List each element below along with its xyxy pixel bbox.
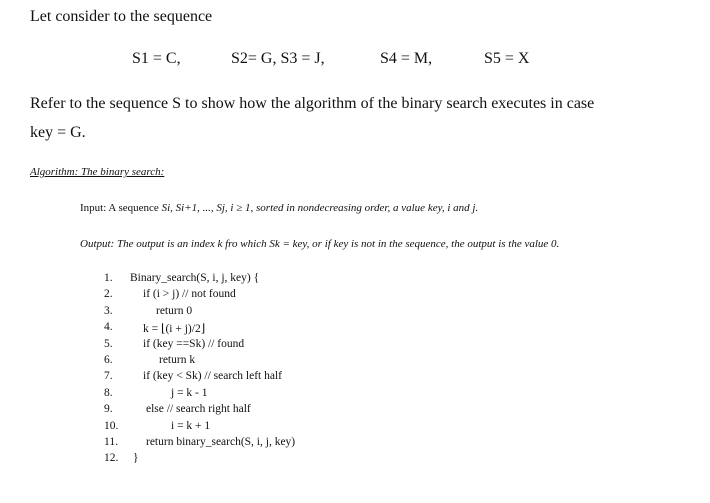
task-line-1: Refer to the sequence S to show how the algorithm of the binary search executes in case <box>30 95 595 112</box>
input-terms: Si, Si+1, ..., Sj, i ≥ 1, sorted in nondecreasing order, a value key, i and j. <box>161 202 479 214</box>
sequence-s2-s3: S2= G, S3 = J, <box>231 50 325 67</box>
code-line-number: 4. <box>104 321 113 334</box>
code-line-text: else // search right half <box>146 403 251 416</box>
code-line-number: 6. <box>104 354 113 366</box>
task-line-2: key = G. <box>30 124 86 141</box>
code-line-text: i = k + 1 <box>171 419 211 432</box>
code-line-number: 12. <box>104 452 119 465</box>
code-line-text: } <box>133 452 139 465</box>
code-line-number: 9. <box>104 403 113 416</box>
code-line-number: 11. <box>104 436 118 448</box>
sequence-s5: S5 = X <box>484 50 530 67</box>
code-line-text: k = ⌊(i + j)/2⌋ <box>143 323 206 336</box>
code-line-number: 10. <box>104 419 119 432</box>
algorithm-title: Algorithm: The binary search: <box>30 166 165 178</box>
code-line-number: 8. <box>104 386 113 399</box>
input-label: Input: A sequence <box>80 202 162 214</box>
code-line-text: if (key < Sk) // search left half <box>143 370 283 383</box>
output-line: Output: The output is an index k fro which Sk = key, or if key is not in the sequence, the output is the value 0. <box>80 238 560 250</box>
code-line-number: 3. <box>104 304 113 317</box>
sequence-s1: S1 = C, <box>132 50 181 67</box>
sequence-s4: S4 = M, <box>380 50 433 67</box>
code-line-text: if (i > j) // not found <box>143 288 236 301</box>
code-line-text: return 0 <box>156 304 193 317</box>
code-line-text: return binary_search(S, i, j, key) <box>146 436 296 448</box>
intro-text: Let consider to the sequence <box>30 8 213 25</box>
code-line-number: 7. <box>104 370 113 383</box>
code-line-number: 5. <box>104 337 113 350</box>
code-line-number: 2. <box>104 288 113 301</box>
input-line <box>80 202 478 214</box>
code-line-number: 1. <box>104 272 113 284</box>
code-line-text: j = k - 1 <box>171 386 208 399</box>
code-line-text: if (key ==Sk) // found <box>143 337 245 350</box>
code-line-text: Binary_search(S, i, j, key) { <box>130 272 260 284</box>
code-line-text: return k <box>159 354 196 366</box>
